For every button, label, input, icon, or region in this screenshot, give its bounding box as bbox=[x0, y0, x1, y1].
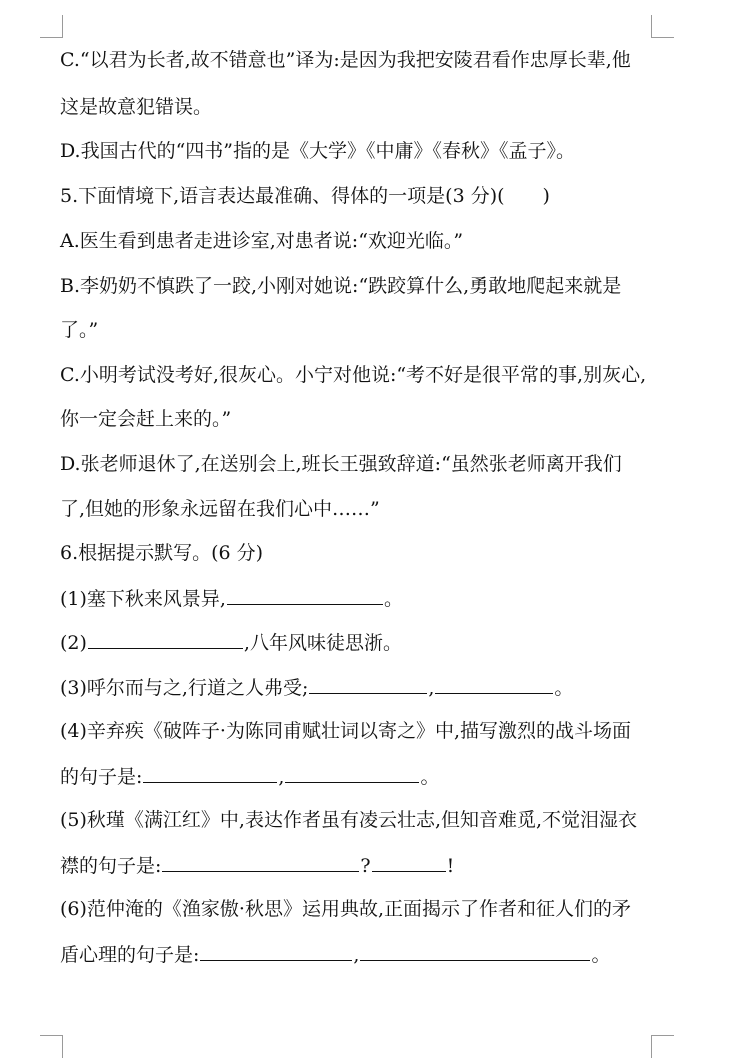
punctuation: ! bbox=[446, 855, 455, 877]
punctuation: 。 bbox=[591, 944, 611, 966]
q6-item-4-line-2 bbox=[60, 764, 439, 788]
answer-blank[interactable] bbox=[200, 942, 352, 961]
answer-blank[interactable] bbox=[435, 675, 553, 694]
q5-option-b-line-1: B.李奶奶不慎跌了一跤,小刚对她说:“跌跤算什么,勇敢地爬起来就是 bbox=[60, 275, 622, 297]
answer-blank[interactable] bbox=[285, 764, 419, 783]
q5-option-c-line-1: C.小明考试没考好,很灰心。小宁对他说:“考不好是很平常的事,别灰心, bbox=[60, 364, 647, 386]
option-c-line-2: 这是故意犯错误。 bbox=[60, 96, 213, 118]
crop-mark-bottom-left bbox=[40, 1035, 63, 1058]
q5-option-b-line-2: 了。” bbox=[60, 319, 99, 341]
q6-item-2 bbox=[60, 630, 402, 654]
question-6-stem: 6.根据提示默写。(6 分) bbox=[60, 542, 264, 564]
crop-mark-top-left bbox=[40, 15, 63, 38]
q6-item-1-prompt: (1)塞下秋来风景异, bbox=[60, 588, 226, 610]
q6-item-3 bbox=[60, 675, 573, 699]
answer-blank[interactable] bbox=[88, 630, 243, 649]
q5-option-d-line-1: D.张老师退休了,在送别会上,班长王强致辞道:“虽然张老师离开我们 bbox=[60, 453, 622, 475]
answer-blank[interactable] bbox=[372, 853, 446, 872]
q5-option-d-line-2: 了,但她的形象永远留在我们心中……” bbox=[60, 498, 380, 520]
punctuation: , bbox=[353, 944, 360, 966]
answer-blank[interactable] bbox=[360, 942, 590, 961]
punctuation: , bbox=[278, 766, 285, 788]
answer-blank[interactable] bbox=[162, 853, 359, 872]
q6-item-6-line-2 bbox=[60, 942, 610, 966]
q6-item-5-line-2 bbox=[60, 853, 454, 877]
q5-option-c-line-2: 你一定会赶上来的。” bbox=[60, 408, 232, 430]
q6-item-1 bbox=[60, 586, 403, 610]
punctuation: ? bbox=[360, 855, 371, 877]
q6-item-5-prompt: 襟的句子是: bbox=[60, 855, 162, 877]
answer-blank[interactable] bbox=[227, 586, 383, 605]
punctuation: 。 bbox=[420, 766, 440, 788]
crop-mark-top-right bbox=[651, 15, 674, 38]
answer-blank[interactable] bbox=[143, 764, 277, 783]
q6-item-6-prompt: 盾心理的句子是: bbox=[60, 944, 200, 966]
option-d-line: D.我国古代的“四书”指的是《大学》《中庸》《春秋》《孟子》。 bbox=[60, 140, 576, 162]
q5-option-a: A.医生看到患者走进诊室,对患者说:“欢迎光临。” bbox=[60, 230, 464, 252]
q6-item-3-prompt: (3)呼尔而与之,行道之人弗受; bbox=[60, 677, 309, 699]
punctuation: , bbox=[428, 677, 435, 699]
answer-blank[interactable] bbox=[309, 675, 427, 694]
q6-item-2-prompt: (2) bbox=[60, 632, 87, 654]
q6-item-5-line-1: (5)秋瑾《满江红》中,表达作者虽有凌云壮志,但知音难觅,不觉泪湿衣 bbox=[60, 809, 638, 831]
option-c-line-1: C.“以君为长者,故不错意也”译为:是因为我把安陵君看作忠厚长辈,他 bbox=[60, 49, 631, 71]
q6-item-6-line-1: (6)范仲淹的《渔家傲·秋思》运用典故,正面揭示了作者和征人们的矛 bbox=[60, 898, 631, 920]
q6-item-4-line-1: (4)辛弃疾《破阵子·为陈同甫赋壮词以寄之》中,描写激烈的战斗场面 bbox=[60, 720, 631, 742]
q6-item-2-suffix: ,八年风味徒思浙。 bbox=[243, 632, 402, 654]
q6-item-4-prompt: 的句子是: bbox=[60, 766, 143, 788]
punctuation: 。 bbox=[383, 588, 403, 610]
crop-mark-bottom-right bbox=[651, 1035, 674, 1058]
punctuation: 。 bbox=[554, 677, 574, 699]
question-5-stem: 5.下面情境下,语言表达最准确、得体的一项是(3 分)( ) bbox=[60, 185, 550, 207]
